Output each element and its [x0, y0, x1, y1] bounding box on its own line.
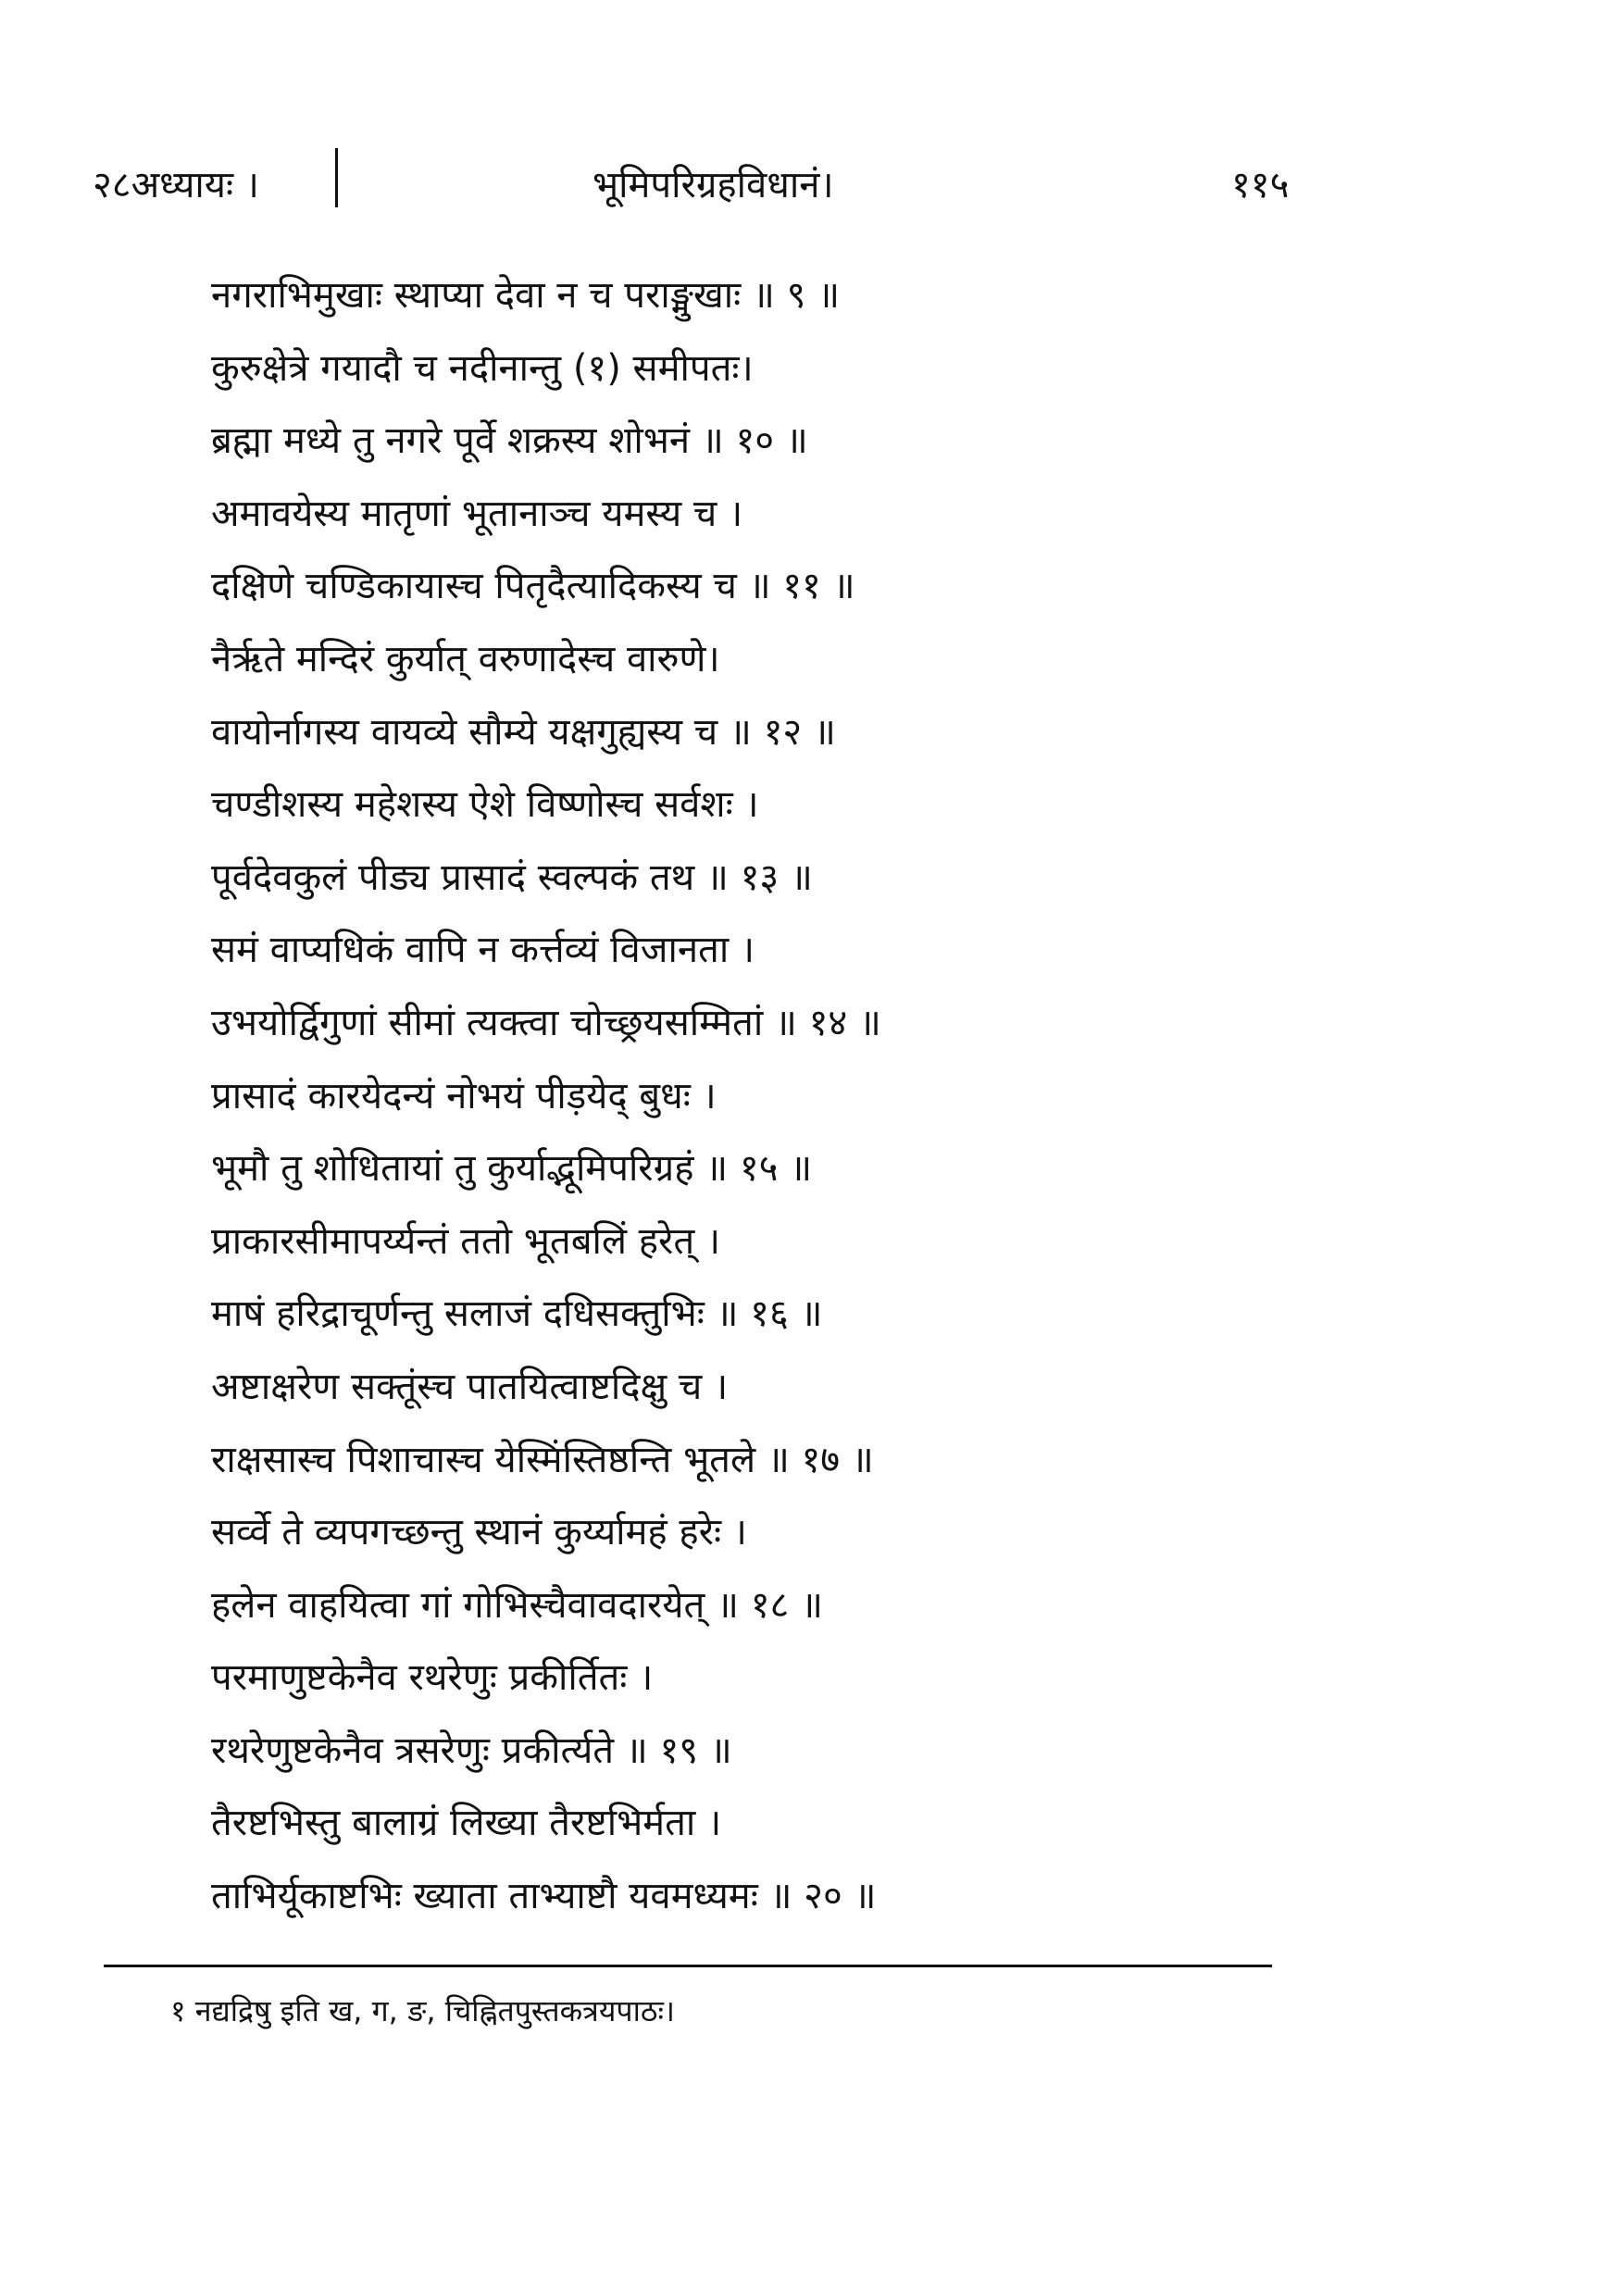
- verse-line: प्रासादं कारयेदन्यं नोभयं पीड़येद् बुधः ।: [211, 1074, 717, 1117]
- verse-line: तैरष्टभिस्तु बालाग्रं लिख्या तैरष्टभिर्मता ।: [211, 1802, 722, 1845]
- chapter-label: २८अध्यायः ।: [93, 164, 259, 206]
- verse-line: नगराभिमुखाः स्थाप्या देवा न च पराङ्मुखाः ॥ ९ ॥: [211, 274, 841, 317]
- verse-line: कुरुक्षेत्रे गयादौ च नदीनान्तु (१) समीपतः।: [211, 346, 754, 390]
- footnote: १ नद्यद्रिषु इति ख, ग, ङ, चिह्नितपुस्तकत्रयपाठः।: [170, 1993, 676, 2028]
- verse-line: नैर्ऋते मन्दिरं कुर्यात् वरुणादेस्च वारुणे।: [211, 637, 720, 680]
- verse-line: सर्व्वे ते व्यपगच्छन्तु स्थानं कुर्य्यामहं हरेः ।: [211, 1511, 747, 1554]
- verse-line: राक्षसास्च पिशाचास्च येस्मिंस्तिष्ठन्ति भूतले ॥ १७ ॥: [211, 1438, 874, 1481]
- verse-line: दक्षिणे चण्डिकायास्च पितृदैत्यादिकस्य च ॥ ११ ॥: [211, 565, 855, 608]
- verse-line: हलेन वाहयित्वा गां गोभिस्चैवावदारयेत् ॥ १८ ॥: [211, 1583, 823, 1627]
- verse-line: रथरेणुष्टकेनैव त्रसरेणुः प्रकीर्त्यते ॥ १९ ॥: [211, 1728, 732, 1772]
- verse-line: ताभिर्यूकाष्टभिः ख्याता ताभ्याष्टौ यवमध्यमः ॥ २० ॥: [211, 1875, 877, 1918]
- verse-line: वायोर्नागस्य वायव्ये सौम्ये यक्षगुह्यस्य च ॥ १२ ॥: [211, 710, 836, 754]
- page-header: [93, 148, 1290, 213]
- verse-line: उभयोर्द्विगुणां सीमां त्यक्त्वा चोच्छ्रयसम्मितां ॥ १४ ॥: [211, 1001, 881, 1044]
- verse-line: ब्रह्मा मध्ये तु नगरे पूर्वे शक्रस्य शोभनं ॥ १० ॥: [211, 419, 808, 463]
- verse-block: [211, 259, 1341, 1933]
- verse-line: अमावयेस्य मातृणां भूतानाञ्च यमस्य च ।: [211, 492, 743, 535]
- verse-line: अष्टाक्षरेण सक्तूंस्च पातयित्वाष्टदिक्षु च ।: [211, 1365, 729, 1408]
- verse-line: भूमौ तु शोधितायां तु कुर्याद्भूमिपरिग्रहं ॥ १५ ॥: [211, 1147, 813, 1191]
- verse-line: माषं हरिद्राचूर्णन्तु सलाजं दधिसक्तुभिः ॥ १६ ॥: [211, 1292, 823, 1336]
- verse-line: चण्डीशस्य महेशस्य ऐशे विष्णोस्च सर्वशः ।: [211, 783, 759, 827]
- running-title: भूमिपरिग्रहविधानं।: [593, 164, 834, 206]
- page-number: ११५: [1231, 164, 1290, 206]
- footnote-divider: [104, 1965, 1272, 1967]
- verse-line: पूर्वदेवकुलं पीड्य प्रासादं स्वल्पकं तथ ॥ १३ ॥: [211, 855, 813, 899]
- header-divider: [335, 148, 338, 207]
- verse-line: समं वाप्यधिकं वापि न कर्त्तव्यं विजानता ।: [211, 929, 755, 972]
- verse-line: परमाणुष्टकेनैव रथरेणुः प्रकीर्तितः ।: [211, 1656, 654, 1700]
- verse-line: प्राकारसीमापर्य्यन्तं ततो भूतबलिं हरेत् ।: [211, 1219, 721, 1263]
